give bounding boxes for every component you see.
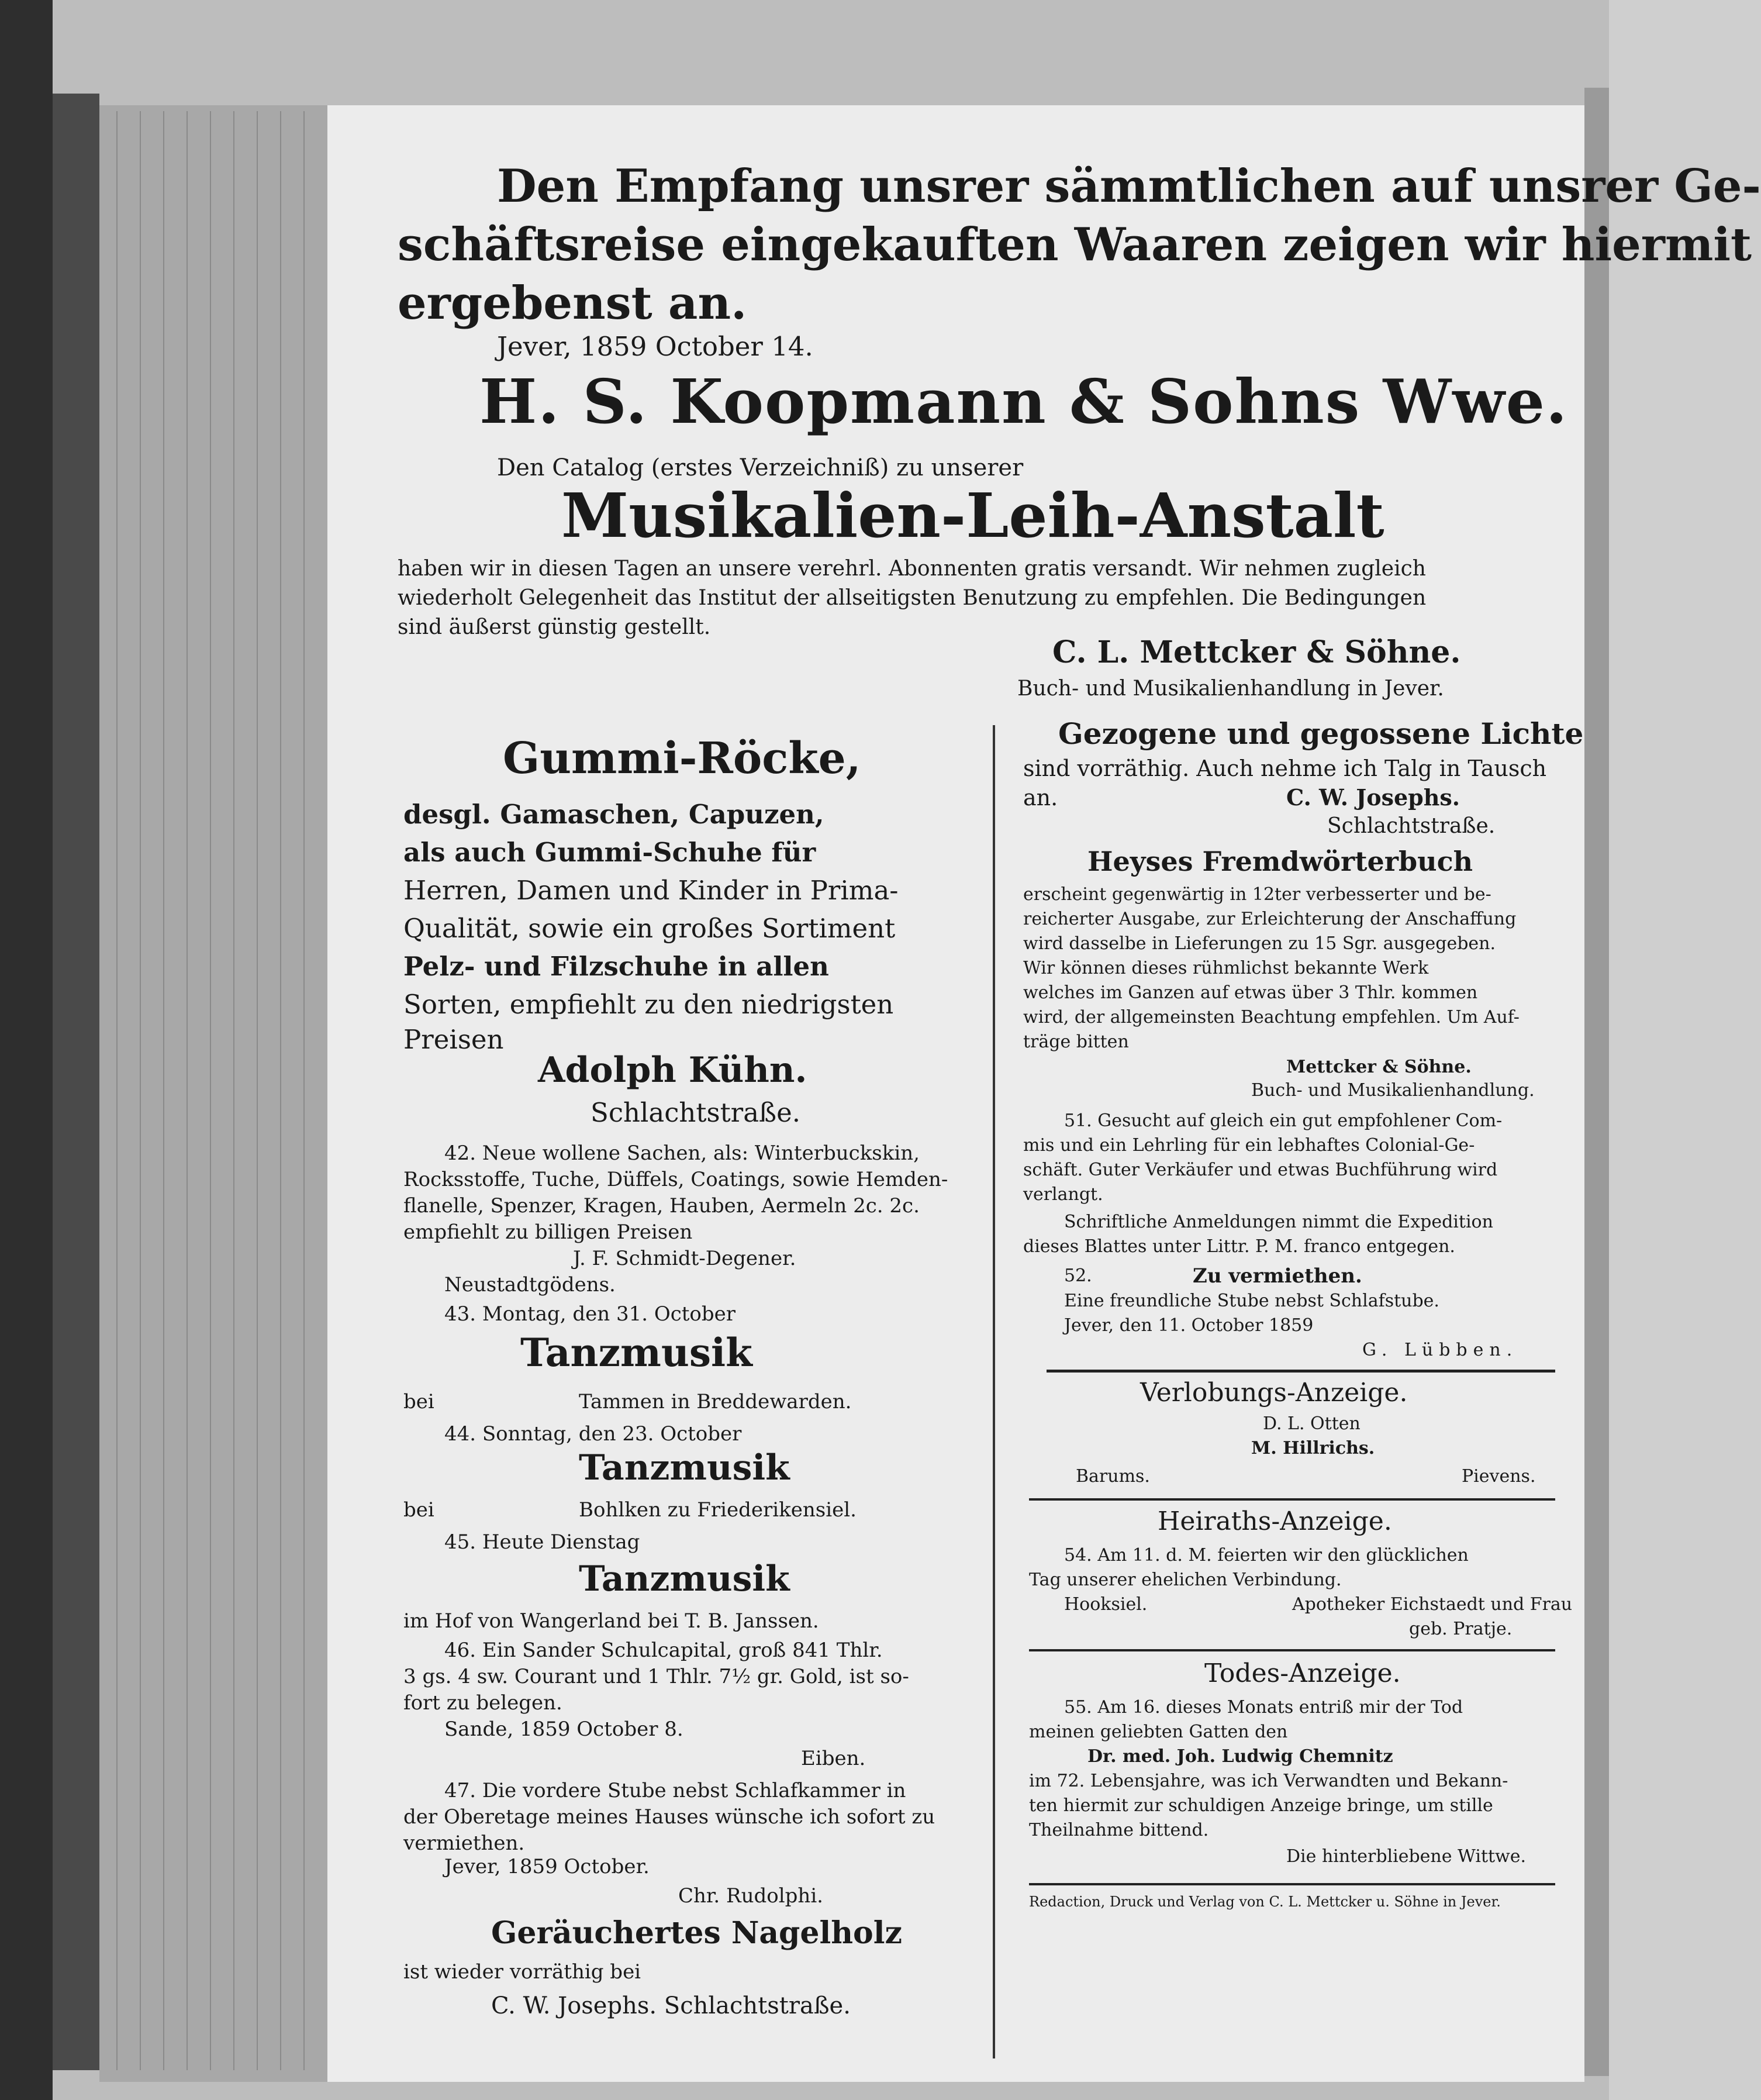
ad46-signature: Eiben. xyxy=(801,1747,866,1770)
nagel-signature: C. W. Josephs. Schlachtstraße. xyxy=(491,1992,851,2019)
ad51-line-5: Schriftliche Anmeldungen nimmt die Expedition xyxy=(1064,1212,1493,1232)
ad43-title: Tanzmusik xyxy=(520,1330,752,1375)
gummi-line-1: desgl. Gamaschen, Capuzen, xyxy=(403,799,824,830)
headline-line-2: schäftsreise eingekauften Waaren zeigen wir hiermit xyxy=(398,218,1752,271)
gummi-line-2: als auch Gummi-Schuhe für xyxy=(403,837,816,868)
musikalien-body-1: haben wir in diesen Tagen an unsere verehrl. Abonnenten gratis versandt. Wir nehmen zugleich xyxy=(398,557,1426,581)
mettcker-subfirm: Buch- und Musikalienhandlung in Jever. xyxy=(1017,677,1444,701)
gummi-title: Gummi-Röcke, xyxy=(503,733,861,784)
verlobung-title: Verlobungs-Anzeige. xyxy=(1140,1378,1408,1408)
ad45-title: Tanzmusik xyxy=(579,1558,790,1599)
ad42-line-2: Rocksstoffe, Tuche, Düffels, Coatings, sowie Hemden- xyxy=(403,1168,948,1191)
ad51-line-6: dieses Blattes unter Littr. P. M. franco entgegen. xyxy=(1023,1236,1455,1257)
ad52-date: Jever, den 11. October 1859 xyxy=(1064,1315,1314,1336)
verlobung-name-1: D. L. Otten xyxy=(1263,1413,1361,1434)
nagel-title: Geräuchertes Nagelholz xyxy=(491,1915,903,1951)
musikalien-title: Musikalien-Leih-Anstalt xyxy=(561,480,1384,551)
ad47-signature: Chr. Rudolphi. xyxy=(678,1884,823,1908)
koopmann-dateline: Jever, 1859 October 14. xyxy=(497,331,813,362)
heyse-line-3: wird dasselbe in Lieferungen zu 15 Sgr. ausgegeben. xyxy=(1023,933,1496,954)
ad44-title: Tanzmusik xyxy=(579,1447,790,1488)
ad51-line-4: verlangt. xyxy=(1023,1184,1103,1205)
musikalien-body-3: sind äußerst günstig gestellt. xyxy=(398,615,711,639)
rule-1 xyxy=(1047,1370,1555,1373)
lichte-title: Gezogene und gegossene Lichte xyxy=(1058,716,1584,751)
koopmann-firm: H. S. Koopmann & Sohns Wwe. xyxy=(479,365,1569,437)
heirath-place: Hooksiel. xyxy=(1064,1594,1148,1615)
heyse-line-4: Wir können dieses rühmlichst bekannte Werk xyxy=(1023,958,1429,978)
musikalien-body-2: wiederholt Gelegenheit das Institut der allseitigsten Benutzung zu empfehlen. Die Bedingungen xyxy=(398,586,1427,610)
headline-line-1: Den Empfang unsrer sämmtlichen auf unsrer Ge- xyxy=(497,160,1761,213)
heyse-line-7: träge bitten xyxy=(1023,1032,1129,1052)
ad44-bei: bei xyxy=(403,1498,434,1522)
ad52-title: Zu vermiethen. xyxy=(1193,1264,1362,1288)
musikalien-intro: Den Catalog (erstes Verzeichniß) zu unserer xyxy=(497,454,1024,481)
heyse-line-6: wird, der allgemeinsten Beachtung empfehlen. Um Auf- xyxy=(1023,1007,1520,1027)
headline-line-3: ergebenst an. xyxy=(398,277,747,330)
rule-4 xyxy=(1029,1883,1555,1885)
heirath-line-1: 54. Am 11. d. M. feierten wir den glücklichen xyxy=(1064,1545,1469,1565)
rule-3 xyxy=(1029,1649,1555,1651)
kuehn-street: Schlachtstraße. xyxy=(591,1097,801,1128)
ad43-host: Tammen in Breddewarden. xyxy=(579,1390,852,1413)
gummi-line-3: Herren, Damen und Kinder in Prima- xyxy=(403,875,899,906)
heirath-line-2: Tag unserer ehelichen Verbindung. xyxy=(1029,1570,1342,1590)
ad43-bei: bei xyxy=(403,1390,434,1413)
kuehn-firm: Adolph Kühn. xyxy=(538,1050,807,1091)
heirath-signature-2: geb. Pratje. xyxy=(1409,1619,1513,1639)
heyse-signature: Mettcker & Söhne. xyxy=(1286,1057,1472,1077)
ad47-line-2: der Oberetage meines Hauses wünsche ich sofort zu xyxy=(403,1805,935,1829)
heyse-line-2: reicherter Ausgabe, zur Erleichterung der Anschaffung xyxy=(1023,909,1517,929)
ad52-head: 52. xyxy=(1064,1265,1092,1286)
ad43-head: 43. Montag, den 31. October xyxy=(444,1302,736,1326)
ad46-date: Sande, 1859 October 8. xyxy=(444,1718,683,1741)
lichte-line-2: an. xyxy=(1023,785,1058,811)
ad42-place: Neustadtgödens. xyxy=(444,1273,616,1296)
ad45-head: 45. Heute Dienstag xyxy=(444,1530,640,1554)
lichte-street: Schlachtstraße. xyxy=(1327,814,1496,838)
ad42-line-4: empfiehlt zu billigen Preisen xyxy=(403,1220,693,1244)
nagel-line-1: ist wieder vorräthig bei xyxy=(403,1960,641,1984)
ad46-line-2: 3 gs. 4 sw. Courant und 1 Thlr. 7½ gr. Gold, ist so- xyxy=(403,1665,909,1688)
ad52-line-1: Eine freundliche Stube nebst Schlafstube. xyxy=(1064,1291,1439,1311)
ad47-line-1: 47. Die vordere Stube nebst Schlafkammer in xyxy=(444,1779,906,1802)
ad52-signature: G. Lübben. xyxy=(1362,1340,1518,1360)
newspaper-page xyxy=(327,105,1761,2082)
ad51-line-3: schäft. Guter Verkäufer und etwas Buchführung wird xyxy=(1023,1160,1498,1180)
ad42-line-1: 42. Neue wollene Sachen, als: Winterbuckskin, xyxy=(444,1142,920,1165)
ad45-host: im Hof von Wangerland bei T. B. Janssen. xyxy=(403,1609,819,1633)
rule-2 xyxy=(1029,1498,1555,1501)
ad42-line-3: flanelle, Spenzer, Kragen, Hauben, Aermeln 2c. 2c. xyxy=(403,1194,920,1218)
ad51-line-1: 51. Gesucht auf gleich ein gut empfohlener Com- xyxy=(1064,1111,1503,1131)
todes-line-4: im 72. Lebensjahre, was ich Verwandten und Bekann- xyxy=(1029,1771,1508,1791)
heyse-line-1: erscheint gegenwärtig in 12ter verbesserter und be- xyxy=(1023,884,1491,905)
verlobung-place-1: Barums. xyxy=(1076,1466,1150,1487)
gummi-line-5: Pelz- und Filzschuhe in allen xyxy=(403,951,829,982)
todes-title: Todes-Anzeige. xyxy=(1204,1658,1401,1688)
todes-signature: Die hinterbliebene Wittwe. xyxy=(1286,1846,1527,1867)
gummi-line-7: Preisen xyxy=(403,1024,504,1055)
todes-line-5: ten hiermit zur schuldigen Anzeige bringe, um stille xyxy=(1029,1795,1493,1816)
heirath-title: Heiraths-Anzeige. xyxy=(1158,1506,1392,1536)
todes-line-6: Theilnahme bittend. xyxy=(1029,1820,1209,1840)
lichte-line-1: sind vorräthig. Auch nehme ich Talg in Tausch xyxy=(1023,756,1547,781)
ad46-line-3: fort zu belegen. xyxy=(403,1691,562,1715)
imprint: Redaction, Druck und Verlag von C. L. Mettcker u. Söhne in Jever. xyxy=(1029,1894,1501,1910)
ad42-signature: J. F. Schmidt-Degener. xyxy=(573,1247,796,1270)
column-divider xyxy=(993,725,995,2058)
verlobung-name-2: M. Hillrichs. xyxy=(1251,1438,1375,1458)
heyse-title: Heyses Fremdwörterbuch xyxy=(1087,846,1473,877)
verlobung-place-2: Pievens. xyxy=(1462,1466,1536,1487)
todes-line-1: 55. Am 16. dieses Monats entriß mir der Tod xyxy=(1064,1697,1463,1718)
todes-line-3: Dr. med. Joh. Ludwig Chemnitz xyxy=(1087,1746,1393,1767)
lichte-signature: C. W. Josephs. xyxy=(1286,784,1460,811)
todes-line-2: meinen geliebten Gatten den xyxy=(1029,1722,1288,1742)
ad46-line-1: 46. Ein Sander Schulcapital, groß 841 Thlr. xyxy=(444,1639,883,1662)
ad51-line-2: mis und ein Lehrling für ein lebhaftes Colonial-Ge- xyxy=(1023,1135,1475,1156)
ad44-head: 44. Sonntag, den 23. October xyxy=(444,1422,742,1446)
heyse-line-5: welches im Ganzen auf etwas über 3 Thlr. kommen xyxy=(1023,982,1478,1003)
heirath-signature-1: Apotheker Eichstaedt und Frau xyxy=(1292,1594,1573,1615)
ad44-host: Bohlken zu Friederikensiel. xyxy=(579,1498,857,1522)
gummi-line-6: Sorten, empfiehlt zu den niedrigsten xyxy=(403,989,894,1020)
heyse-sub: Buch- und Musikalienhandlung. xyxy=(1251,1080,1535,1101)
ad47-line-3: vermiethen. xyxy=(403,1832,525,1855)
ad47-date: Jever, 1859 October. xyxy=(444,1855,650,1878)
mettcker-firm: C. L. Mettcker & Söhne. xyxy=(1052,635,1461,670)
gummi-line-4: Qualität, sowie ein großes Sortiment xyxy=(403,913,896,944)
